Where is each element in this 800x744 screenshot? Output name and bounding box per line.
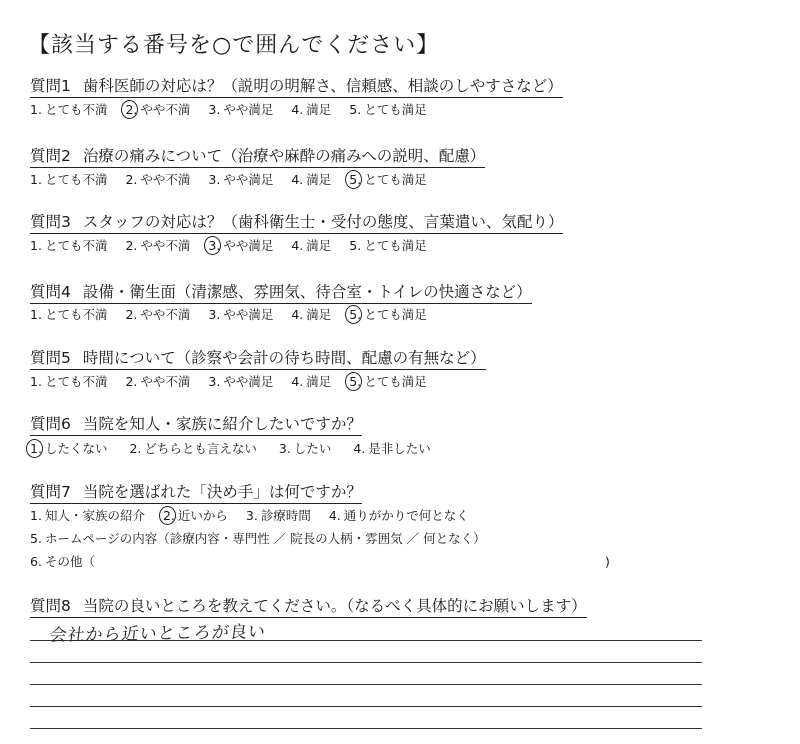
option-1[interactable]: 1. とても不満 — [30, 102, 108, 117]
question-4-options — [30, 306, 427, 324]
question-5-heading — [30, 348, 486, 370]
question-text: 当院の良いところを教えてください。（なるべく具体的にお願いします） — [82, 597, 587, 615]
option-5-selected[interactable]: 5. とても満足 — [349, 172, 427, 187]
question-1-heading — [30, 76, 563, 98]
option-1[interactable]: 1. とても不満 — [30, 172, 108, 187]
option-4[interactable]: 4. 満足 — [291, 307, 332, 322]
option-2[interactable]: 2. やや不満 — [125, 374, 191, 389]
question-7-options-row-2 — [30, 530, 486, 548]
option-4[interactable]: 4. 満足 — [291, 102, 332, 117]
option-3-selected[interactable]: 3. やや満足 — [208, 238, 274, 253]
question-number: 質問8 — [30, 597, 71, 615]
option-3[interactable]: 3. やや満足 — [208, 374, 274, 389]
question-6-heading — [30, 414, 362, 436]
other-close-paren: ) — [605, 554, 610, 569]
question-text: 時間について（診察や会計の待ち時間、配慮の有無など） — [82, 349, 486, 367]
option-1-selected[interactable]: 1. したくない — [30, 441, 108, 456]
question-number: 質問6 — [30, 415, 71, 433]
question-3-options — [30, 237, 427, 255]
answer-line — [30, 706, 702, 707]
question-3-heading — [30, 212, 563, 234]
handwritten-answer[interactable]: 会社から近いところが良い — [48, 622, 268, 646]
question-text: 当院を知人・家族に紹介したいですか？ — [82, 415, 362, 433]
question-number: 質問7 — [30, 483, 71, 501]
option-6-other[interactable]: 6. その他（ — [30, 554, 95, 569]
option-5[interactable]: 5. とても満足 — [349, 102, 427, 117]
question-number: 質問5 — [30, 349, 71, 367]
option-1[interactable]: 1. とても不満 — [30, 238, 108, 253]
question-number: 質問4 — [30, 283, 71, 301]
option-2[interactable]: 2. どちらとも言えない — [129, 441, 257, 456]
option-5-selected[interactable]: 5. とても満足 — [349, 307, 427, 322]
question-number: 質問2 — [30, 147, 71, 165]
question-text: 治療の痛みについて（治療や麻酔の痛みへの説明、配慮） — [82, 147, 486, 165]
question-5-options — [30, 373, 427, 391]
option-5[interactable]: 5. とても満足 — [349, 238, 427, 253]
question-7-options-row-1 — [30, 507, 469, 525]
question-7-heading — [30, 482, 362, 504]
option-4[interactable]: 4. 満足 — [291, 374, 332, 389]
option-5-selected[interactable]: 5. とても満足 — [349, 374, 427, 389]
option-4[interactable]: 4. 通りがかりで何となく — [328, 508, 469, 523]
option-3[interactable]: 3. やや満足 — [208, 102, 274, 117]
question-text: 歯科医師の対応は？（説明の明解さ、信頼感、相談のしやすさなど） — [82, 77, 563, 95]
option-2[interactable]: 2. やや不満 — [125, 307, 191, 322]
option-4[interactable]: 4. 満足 — [291, 172, 332, 187]
answer-line — [30, 662, 702, 663]
question-8-heading — [30, 596, 587, 618]
option-3[interactable]: 3. 診療時間 — [245, 508, 311, 523]
option-2[interactable]: 2. やや不満 — [125, 172, 191, 187]
question-7-options-row-3 — [30, 553, 630, 571]
question-1-options — [30, 101, 427, 119]
question-6-options — [30, 440, 431, 458]
option-1[interactable]: 1. 知人・家族の紹介 — [30, 508, 145, 523]
option-3[interactable]: 3. やや満足 — [208, 307, 274, 322]
option-4[interactable]: 4. 是非したい — [353, 441, 431, 456]
question-4-heading — [30, 282, 532, 304]
answer-line — [30, 728, 702, 729]
option-5[interactable]: 5. ホームページの内容（診療内容・専門性 ／ 院長の人柄・雰囲気 ／ 何となく） — [30, 531, 486, 546]
question-number: 質問3 — [30, 213, 71, 231]
option-2-selected[interactable]: 2. やや不満 — [125, 102, 191, 117]
question-number: 質問1 — [30, 77, 71, 95]
question-text: スタッフの対応は？（歯科衛生士・受付の態度、言葉遣い、気配り） — [82, 213, 564, 231]
option-3[interactable]: 3. したい — [278, 441, 332, 456]
option-1[interactable]: 1. とても不満 — [30, 307, 108, 322]
question-2-heading — [30, 146, 485, 168]
question-text: 当院を選ばれた「決め手」は何ですか？ — [82, 483, 362, 501]
question-text: 設備・衛生面（清潔感、雰囲気、待合室・トイレの快適さなど） — [82, 283, 532, 301]
option-3[interactable]: 3. やや満足 — [208, 172, 274, 187]
answer-line — [30, 684, 702, 685]
option-1[interactable]: 1. とても不満 — [30, 374, 108, 389]
option-2-selected[interactable]: 2. 近いから — [162, 508, 228, 523]
option-4[interactable]: 4. 満足 — [291, 238, 332, 253]
page-title: 【該当する番号を○で囲んでください】 — [28, 33, 440, 58]
option-2[interactable]: 2. やや不満 — [125, 238, 191, 253]
question-2-options — [30, 171, 427, 189]
